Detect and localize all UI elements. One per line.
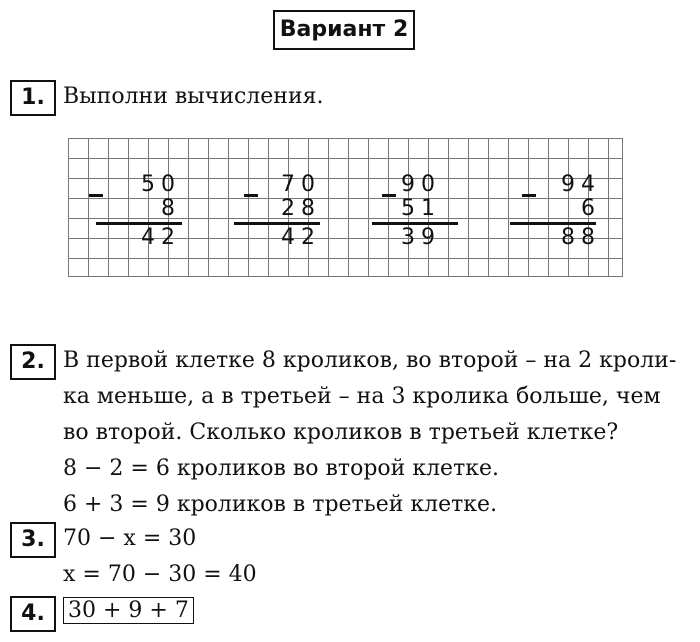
col3-bottom-tens: 5 [401, 196, 415, 221]
task-2-line-3: во второй. Сколько кроликов в третьей клетке? [63, 420, 619, 445]
task-4-number: 4. [10, 596, 56, 632]
minus-sign-1 [89, 194, 103, 197]
task-3-equation: 70 − x = 30 [63, 526, 197, 551]
col4-result-tens: 8 [561, 225, 575, 250]
col2-result-units: 2 [301, 225, 315, 250]
task-1-number: 1. [10, 80, 56, 116]
col2-bottom-units: 8 [301, 196, 315, 221]
task-2-solution-2: 6 + 3 = 9 кроликов в третьей клетке. [63, 492, 498, 517]
task-4-answer-wrap [63, 598, 194, 623]
col4-top-tens: 9 [561, 172, 575, 197]
task-2-solution-1: 8 − 2 = 6 кроликов во второй клетке. [63, 456, 500, 481]
col3-result-tens: 3 [401, 225, 415, 250]
col3-top-units: 0 [421, 172, 435, 197]
col1-top-units: 0 [161, 172, 175, 197]
col2-top-units: 0 [301, 172, 315, 197]
col3-result-line [372, 222, 458, 225]
task-1-prompt: Выполни вычисления. [63, 84, 324, 109]
col4-result-units: 8 [581, 225, 595, 250]
task-2-line-2: ка меньше, а в третьей – на 3 кролика больше, чем [63, 384, 661, 409]
col4-top-units: 4 [581, 172, 595, 197]
minus-sign-3 [382, 194, 396, 197]
minus-sign-2 [244, 194, 258, 197]
variant-title: Вариант 2 [273, 10, 415, 50]
col1-result-tens: 4 [141, 225, 155, 250]
calculation-grid [68, 138, 623, 277]
task-3-number: 3. [10, 522, 56, 558]
task-2-number: 2. [10, 344, 56, 380]
col3-top-tens: 9 [401, 172, 415, 197]
col2-top-tens: 7 [281, 172, 295, 197]
col2-bottom-tens: 2 [281, 196, 295, 221]
col4-bottom-units: 6 [581, 196, 595, 221]
col1-bottom-units: 8 [161, 196, 175, 221]
task-3-solution: x = 70 − 30 = 40 [63, 562, 257, 587]
task-4-answer: 30 + 9 + 7 [63, 597, 194, 624]
task-2-line-1: В первой клетке 8 кроликов, во второй – на 2 крoли- [63, 348, 677, 373]
col3-bottom-units: 1 [421, 196, 435, 221]
col3-result-units: 9 [421, 225, 435, 250]
col2-result-tens: 4 [281, 225, 295, 250]
minus-sign-4 [522, 194, 536, 197]
col1-top-tens: 5 [141, 172, 155, 197]
col1-result-units: 2 [161, 225, 175, 250]
